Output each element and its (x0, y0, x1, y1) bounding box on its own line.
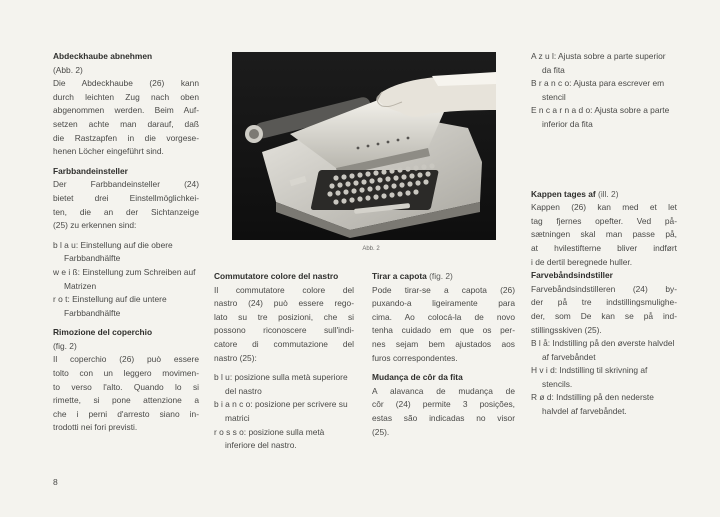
text-line: A alavanca de mudança de (372, 385, 515, 396)
text-line: furos correspondentes. (372, 352, 458, 363)
text-line: Die Abdeckhaube (26) kann (53, 78, 199, 89)
heading-farvebaand: Farvebåndsindstiller (531, 270, 613, 281)
heading-rimozione: Rimozione del coperchio (53, 327, 153, 338)
list-item: A z u l: Ajusta sobre a parte superior da fita (531, 51, 666, 75)
text-line: rimette, si pone attenzione a (53, 395, 199, 406)
text-line: lato su tre posizioni, che si (214, 311, 354, 322)
figure-caption: Abb. 2 (362, 246, 380, 252)
text-line: die Rastzapfen in die vorgese- (53, 132, 199, 143)
column-portuguese (372, 270, 515, 439)
column-german-italian (53, 50, 199, 435)
text-line: i de dertil beregnede huller. (531, 256, 633, 267)
text-line: tag fjernes opefter. Ved på- (531, 215, 677, 226)
heading-kappen: Kappen tages af (ill. 2) (531, 188, 619, 199)
text-line: possono riconoscere sull'indi- (214, 325, 354, 336)
text-line: Pode tirar-se a capota (26) (372, 284, 515, 295)
list-item: H v i d: Indstilling til skrivning af stencils. (531, 365, 648, 389)
ref-rimozione: (fig. 2) (53, 340, 77, 351)
text-line: tenha cuidado em que os per- (372, 325, 515, 336)
heading-commutatore: Commutatore colore del nastro (214, 271, 339, 281)
text-line: puxando-a ligeiramente para (372, 298, 515, 309)
list-item: E n c a r n a d o: Ajusta sobre a parte inferior da fita (531, 105, 670, 129)
heading-mudanca-cor: Mudança de côr da fita (372, 372, 463, 383)
list-item: b l a u: Einstellung auf die obere Farbbandhälfte (53, 239, 173, 264)
text-line: ten, die an der Sichtanzeige (53, 206, 199, 217)
text-line: at hvilestifterne bliver indført (531, 242, 677, 253)
text-line: trodotti nei fori previsti. (53, 422, 138, 433)
text-line: Il coperchio (26) può essere (53, 354, 199, 365)
text-line: (25) zu erkennen sind: (53, 220, 137, 231)
text-line: der på tre indstillingsmulighe- (531, 297, 677, 308)
list-item: B l å: Indstilling på den øverste halvdel af farvebåndet (531, 338, 675, 362)
heading-farbbandeinsteller: Farbbandeinsteller (53, 165, 128, 176)
text-line: bietet drei Einstellmöglichkei- (53, 192, 199, 203)
heading-abdeckhaube: Abdeckhaube abnehmen (53, 51, 153, 61)
list-item: b i a n c o: posizione per scrivere su matrici (214, 399, 348, 423)
column-danish (531, 50, 677, 419)
text-line: catore di commutazione del (214, 338, 354, 349)
text-line: nes sejam bem ajustados aos (372, 338, 515, 349)
text-line: nastro (25): (214, 352, 257, 363)
text-line: che i perni d'arresto siano in- (53, 408, 199, 419)
text-line: tolto con un leggero movimen- (53, 368, 199, 379)
list-item: b l u: posizione sulla metà superiore del nastro (214, 372, 348, 396)
text-line: durch leichten Zug nach oben (53, 91, 199, 102)
text-line: der, som De kan se på ind- (531, 310, 677, 321)
list-item: R ø d: Indstilling på den nederste halvdel af farvebåndet. (531, 392, 654, 417)
text-line: setzen achte man darauf, daß (53, 118, 199, 129)
list-item: r o t: Einstellung auf die untere Farbbandhälfte (53, 294, 167, 318)
list-item: w e i ß: Einstellung zum Schreiben auf Matrizen (53, 266, 196, 291)
list-item: r o s s o: posizione sulla metà inferiore del nastro. (214, 426, 325, 451)
text-line: cima. Ao colocá-la de novo (372, 311, 515, 322)
text-line: côr (24) permite 3 posições, (372, 399, 515, 410)
heading-tirar-capota: Tirar a capota (fig. 2) (372, 271, 453, 281)
text-line: estas são indicadas no visor (372, 412, 515, 423)
text-line: Il commutatore colore del (214, 284, 354, 295)
text-line: sætningen skal man passe på, (531, 229, 677, 240)
text-line: to verso l'alto. Quando lo si (53, 381, 199, 392)
text-line: stillingsskiven (25). (531, 324, 602, 335)
typewriter-photo (232, 52, 496, 240)
text-line: henen Löcher eingeführt sind. (53, 146, 164, 157)
list-item: B r a n c o: Ajusta para escrever em stencil (531, 78, 665, 102)
text-line: Farvebåndsindstilleren (24) by- (531, 283, 677, 294)
text-line: nastro (24) può essere rego- (214, 298, 354, 309)
column-italian (214, 270, 354, 453)
ref-abdeckhaube: (Abb. 2) (53, 64, 83, 75)
text-line: Kappen (26) kan med et let (531, 202, 677, 213)
text-line: abgenommen werden. Beim Auf- (53, 105, 199, 116)
page-number: 8 (53, 477, 58, 487)
text-line: Der Farbbandeinsteller (24) (53, 179, 199, 190)
text-line: (25). (372, 426, 390, 437)
